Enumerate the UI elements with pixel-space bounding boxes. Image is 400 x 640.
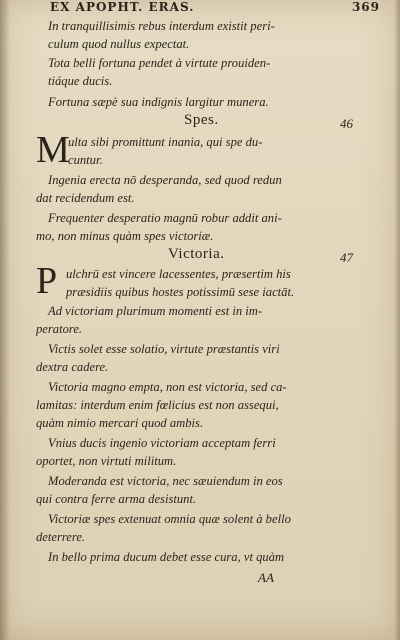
text-line: cuntur.: [68, 153, 103, 167]
text-line: Ingenia erecta nō desperanda, sed quod redun: [48, 173, 282, 187]
text-line: tiáque ducis.: [48, 74, 113, 88]
text-line: Victis solet esse solatio, virtute præstantis viri: [48, 342, 280, 356]
section-heading-victoria: Victoria.: [168, 246, 225, 262]
text-line: Victoriæ spes extenuat omnia quæ solent à bello: [48, 512, 291, 526]
section-number-46: 46: [340, 116, 353, 131]
text-line: In bello prima ducum debet esse cura, vt quàm: [48, 550, 285, 564]
running-head: [40, 0, 380, 14]
text-line: qui contra ferre arma desistunt.: [36, 492, 197, 506]
text-line: ulchrū est vincere lacessentes, præsertim his: [66, 267, 291, 281]
section-number-47: 47: [340, 250, 353, 265]
drop-cap-p: P: [36, 260, 58, 302]
text-line: Moderanda est victoria, nec sæuiendum in eos: [48, 474, 283, 488]
text-line: ulta sibi promittunt inania, qui spe du-: [68, 135, 263, 149]
text-line: deterrere.: [36, 530, 86, 544]
text-line: Tota belli fortuna pendet à virtute prouiden-: [48, 56, 271, 70]
text-line: peratore.: [36, 322, 83, 336]
text-line: dextra cadere.: [36, 360, 109, 374]
text-line: mo, non minus quàm spes victoriæ.: [36, 229, 214, 243]
text-line: Frequenter desperatio magnū robur addit ani-: [48, 211, 282, 225]
text-line: Fortuna sæpè sua indignis largitur munera.: [48, 95, 269, 109]
text-line: Vnius ducis ingenio victoriam acceptam ferri: [48, 436, 276, 450]
text-line: In tranquillisimis rebus interdum existit peri-: [48, 19, 275, 33]
page-edge: [394, 0, 400, 640]
running-title: EX APOPHT. ERAS.: [50, 0, 195, 14]
text-line: præsidiis quibus hostes potissimū sese iactāt.: [66, 285, 295, 299]
text-line: oportet, non virtuti militum.: [36, 454, 177, 468]
gutter-shadow: [0, 0, 10, 640]
text-line: culum quod nullus expectat.: [48, 37, 190, 51]
signature-mark: AA: [258, 570, 274, 585]
text-line: Victoria magno empta, non est victoria, sed ca-: [48, 380, 287, 394]
section-heading-spes: Spes.: [184, 112, 219, 128]
text-line: lamitas: interdum enim fœlicius est non assequi,: [36, 398, 279, 412]
drop-cap-m: M: [36, 129, 70, 171]
text-line: quàm nimio mercari quod ambis.: [36, 416, 204, 430]
text-line: dat recidendum est.: [36, 191, 135, 205]
text-line: Ad victoriam plurimum momenti est in im-: [48, 304, 263, 318]
page-number: 369: [351, 0, 380, 14]
